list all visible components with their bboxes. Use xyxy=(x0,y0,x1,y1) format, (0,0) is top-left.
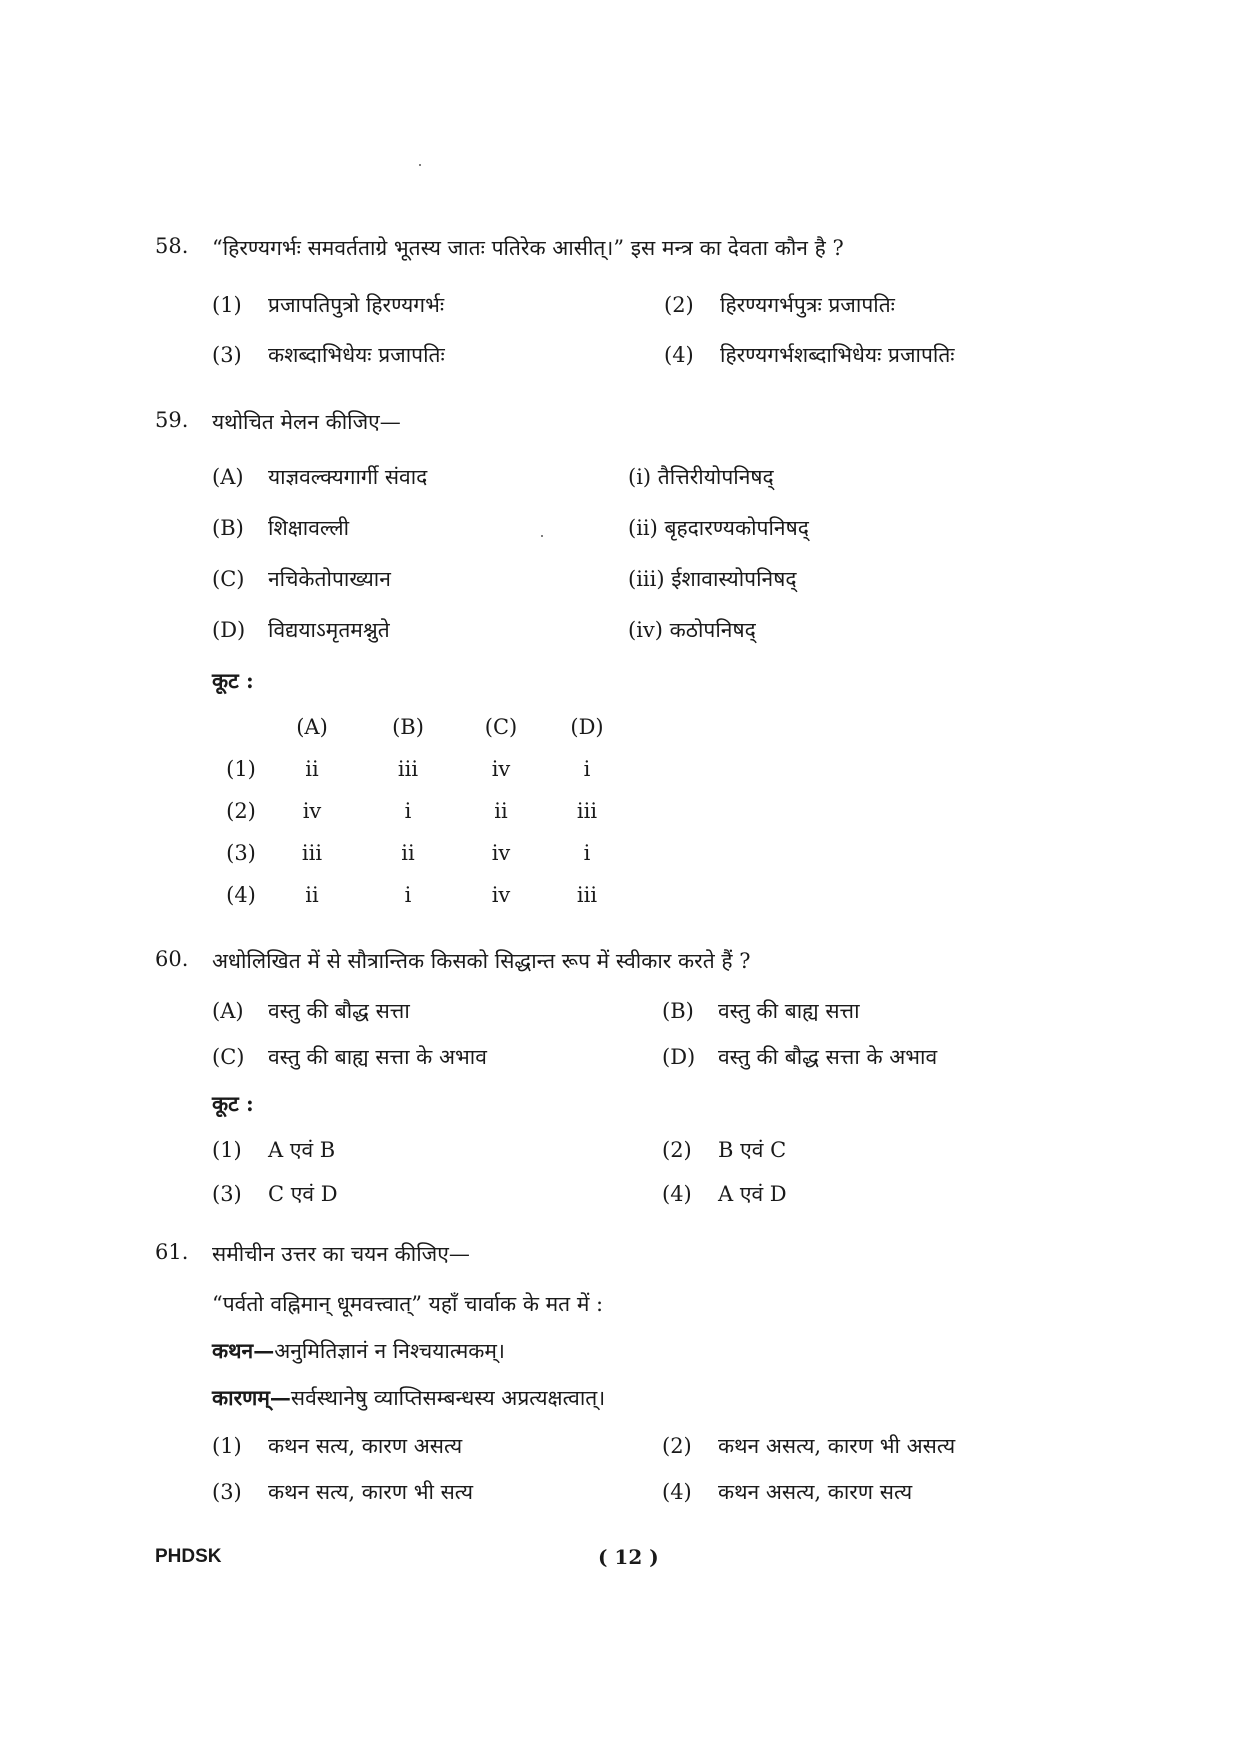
list-a-item: (A) याज्ञवल्क्यगार्गी संवाद xyxy=(212,465,428,489)
question-text: अधोलिखित में से सौत्रान्तिक किसको सिद्धान्त रूप में स्वीकार करते हैं ? xyxy=(212,949,751,973)
option-2: (2) B एवं C xyxy=(662,1138,787,1162)
page-number: ( 12 ) xyxy=(598,1545,659,1569)
koot-header: (C) xyxy=(484,715,518,739)
statement-c: (C) वस्तु की बाह्य सत्ता के अभाव xyxy=(212,1045,487,1069)
koot-cell: iv xyxy=(491,757,511,781)
option-4: (4) हिरण्यगर्भशब्दाभिधेयः प्रजापतिः xyxy=(664,343,955,367)
question-text: यथोचित मेलन कीजिए— xyxy=(212,410,401,434)
question-number: 59. xyxy=(155,408,189,432)
reason: कारणम्—सर्वस्थानेषु व्याप्तिसम्बन्धस्य अप्रत्यक्षत्वात्। xyxy=(212,1385,606,1410)
question-number: 60. xyxy=(155,947,189,971)
option-2: (2) हिरण्यगर्भपुत्रः प्रजापतिः xyxy=(664,293,895,317)
koot-cell: i xyxy=(583,757,591,781)
koot-cell: ii xyxy=(401,841,415,865)
question-number: 58. xyxy=(155,234,189,258)
koot-cell: i xyxy=(404,883,412,907)
list-b-item: (iii) ईशावास्योपनिषद् xyxy=(628,567,797,591)
option-1: (1) A एवं B xyxy=(212,1138,336,1162)
assertion: कथन—अनुमितिज्ञानं न निश्चयात्मकम्। xyxy=(212,1338,505,1363)
scan-speck xyxy=(541,535,543,537)
quote-line: “पर्वतो वह्निमान् धूमवत्त्वात्” यहाँ चार्वाक के मत में : xyxy=(212,1292,604,1316)
koot-cell: ii xyxy=(494,799,508,823)
option-1: (1) कथन सत्य, कारण असत्य xyxy=(212,1434,463,1458)
option-1: (1) प्रजापतिपुत्रो हिरण्यगर्भः xyxy=(212,293,445,317)
scan-speck xyxy=(419,164,421,166)
option-4: (4) A एवं D xyxy=(662,1182,787,1206)
list-b-item: (i) तैत्तिरीयोपनिषद् xyxy=(628,465,774,489)
koot-row-num: (1) xyxy=(226,757,256,781)
koot-cell: iv xyxy=(491,883,511,907)
koot-cell: i xyxy=(404,799,412,823)
option-2: (2) कथन असत्य, कारण भी असत्य xyxy=(662,1434,956,1458)
question-text: समीचीन उत्तर का चयन कीजिए— xyxy=(212,1242,470,1266)
koot-cell: i xyxy=(583,841,591,865)
koot-header: (A) xyxy=(296,715,328,739)
koot-cell: iv xyxy=(491,841,511,865)
option-3: (3) C एवं D xyxy=(212,1182,338,1206)
koot-header: (B) xyxy=(392,715,424,739)
option-3: (3) कशब्दाभिधेयः प्रजापतिः xyxy=(212,343,445,367)
koot-row-num: (3) xyxy=(226,841,256,865)
statement-a: (A) वस्तु की बौद्ध सत्ता xyxy=(212,999,410,1023)
koot-header: (D) xyxy=(570,715,604,739)
koot-cell: iv xyxy=(302,799,322,823)
list-b-item: (ii) बृहदारण्यकोपनिषद् xyxy=(628,516,809,540)
option-4: (4) कथन असत्य, कारण सत्य xyxy=(662,1480,913,1504)
list-a-item: (D) विद्ययाऽमृतमश्नुते xyxy=(212,618,390,642)
list-a-item: (B) शिक्षावल्ली xyxy=(212,516,350,540)
koot-label: कूट : xyxy=(212,1091,254,1116)
list-b-item: (iv) कठोपनिषद् xyxy=(628,618,756,642)
koot-cell: ii xyxy=(305,883,319,907)
question-text: “हिरण्यगर्भः समवर्तताग्रे भूतस्य जातः पतिरेक आसीत्।” इस मन्त्र का देवता कौन है ? xyxy=(212,236,844,260)
koot-cell: ii xyxy=(305,757,319,781)
koot-cell: iii xyxy=(301,841,323,865)
koot-cell: iii xyxy=(576,883,598,907)
paper-code: PHDSK xyxy=(155,1546,222,1567)
question-number: 61. xyxy=(155,1240,189,1264)
koot-label: कूट : xyxy=(212,668,254,693)
koot-row-num: (2) xyxy=(226,799,256,823)
koot-cell: iii xyxy=(576,799,598,823)
option-3: (3) कथन सत्य, कारण भी सत्य xyxy=(212,1480,474,1504)
list-a-item: (C) नचिकेतोपाख्यान xyxy=(212,567,391,591)
statement-d: (D) वस्तु की बौद्ध सत्ता के अभाव xyxy=(662,1045,938,1069)
statement-b: (B) वस्तु की बाह्य सत्ता xyxy=(662,999,860,1023)
koot-cell: iii xyxy=(397,757,419,781)
koot-row-num: (4) xyxy=(226,883,256,907)
